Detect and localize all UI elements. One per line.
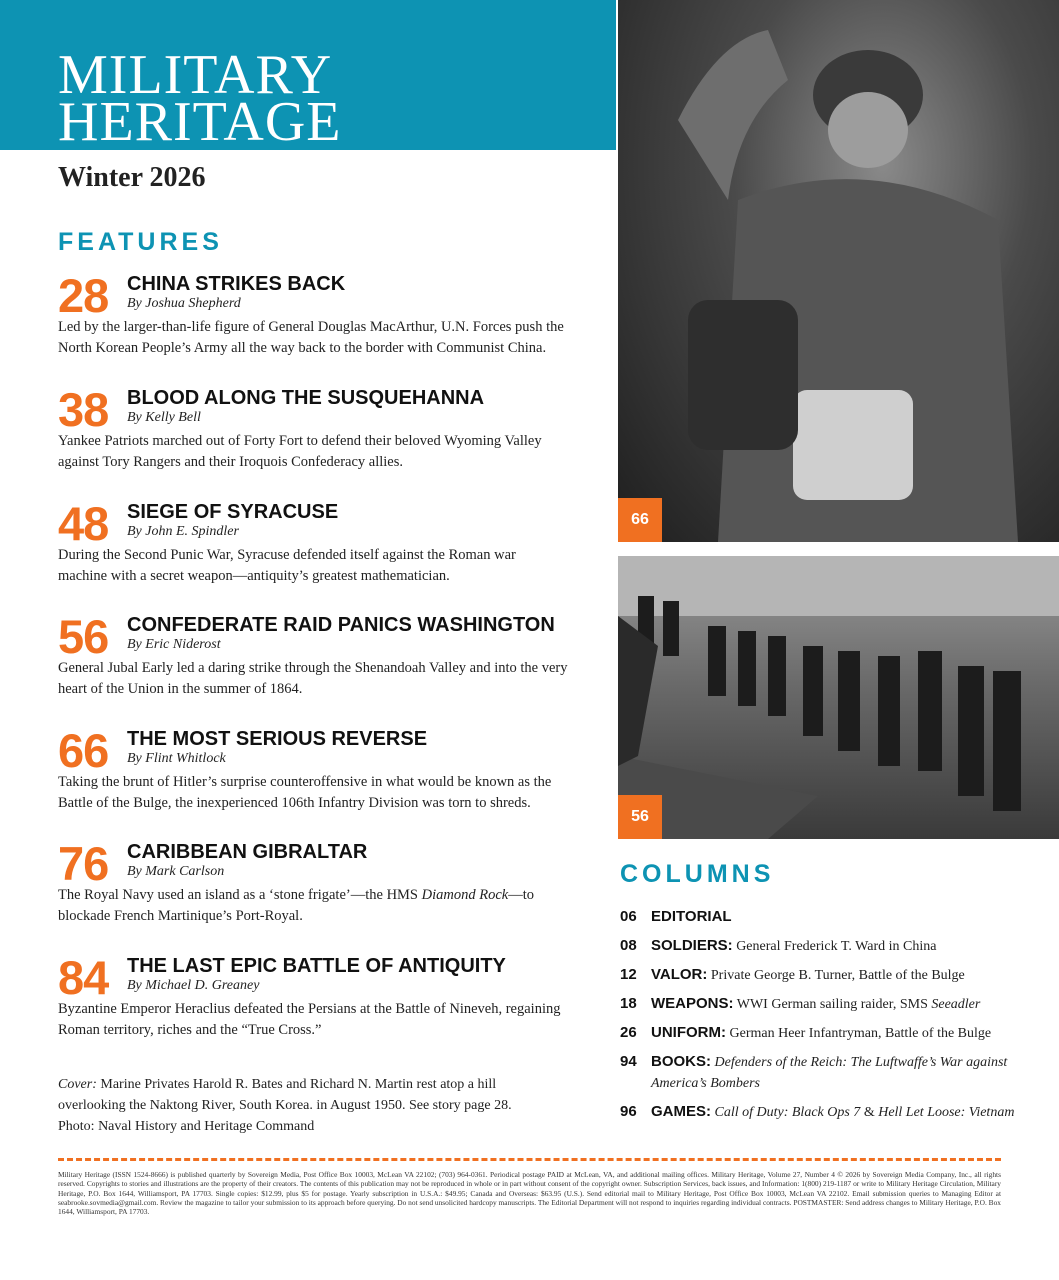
feature-byline: By John E. Spindler xyxy=(127,524,239,539)
feature-byline: By Eric Niderost xyxy=(127,637,221,652)
page-badge: 56 xyxy=(618,795,662,839)
feature-title[interactable]: BLOOD ALONG THE SUSQUEHANNA xyxy=(127,387,485,409)
column-item[interactable]: 96 GAMES: Call of Duty: Black Ops 7 & Hell Let Loose: Vietnam xyxy=(620,1103,1015,1120)
feature-title[interactable]: CONFEDERATE RAID PANICS WASHINGTON xyxy=(127,614,555,636)
features-heading: FEATURES xyxy=(58,228,223,256)
title-line-2: HERITAGE xyxy=(58,91,342,153)
feature-page-number: 38 xyxy=(58,383,109,436)
feature-byline: By Kelly Bell xyxy=(127,410,201,425)
column-item[interactable]: 06 EDITORIAL xyxy=(620,908,732,925)
feature-description: Byzantine Emperor Heraclius defeated the Persians at the Battle of Nineveh, regaining Roman territory, riches and the “True Cross.” xyxy=(58,1001,561,1038)
feature-page-number: 48 xyxy=(58,497,109,550)
feature-page-number: 84 xyxy=(58,951,109,1004)
feature-title[interactable]: CHINA STRIKES BACK xyxy=(127,273,346,295)
feature-byline: By Joshua Shepherd xyxy=(127,296,241,311)
feature-byline: By Michael D. Greaney xyxy=(127,978,260,993)
columns-heading: COLUMNS xyxy=(620,860,775,888)
feature-description: Led by the larger-than-life figure of General Douglas MacArthur, U.N. Forces push the North Korean People’s Army all the way back to the border with Communist China. xyxy=(58,319,564,356)
feature-page-number: 66 xyxy=(58,724,109,777)
feature-page-number: 76 xyxy=(58,837,109,890)
columns-list xyxy=(620,906,1040,1130)
feature-page-number: 28 xyxy=(58,269,109,322)
feature-page-number: 56 xyxy=(58,610,109,663)
feature-description: The Royal Navy used an island as a ‘stone frigate’—the HMS Diamond Rock—to blockade French Martinique’s Port-Royal. xyxy=(58,887,534,924)
soldier-photo[interactable] xyxy=(618,0,1059,542)
feature-description: During the Second Punic War, Syracuse defended itself against the Roman war machine with a secret weapon—antiquity’s greatest mathematician. xyxy=(58,547,516,584)
column-item[interactable]: 08 SOLDIERS: General Frederick T. Ward in China xyxy=(620,937,937,954)
feature-title[interactable]: SIEGE OF SYRACUSE xyxy=(127,501,339,523)
feature-byline: By Flint Whitlock xyxy=(127,751,226,766)
feature-title[interactable]: CARIBBEAN GIBRALTAR xyxy=(127,841,368,863)
magazine-title xyxy=(58,44,342,153)
page-badge: 66 xyxy=(618,498,662,542)
soldier-photo-art xyxy=(618,0,1059,542)
feature-byline: By Mark Carlson xyxy=(127,864,225,879)
issue-date: Winter 2026 xyxy=(58,162,206,193)
troops-photo-art xyxy=(618,556,1059,839)
feature-description: Taking the brunt of Hitler’s surprise counteroffensive in what would be known as the Battle of the Bulge, the inexperienced 106th Infantry Division was torn to shreds. xyxy=(58,774,552,811)
feature-title[interactable]: THE LAST EPIC BATTLE OF ANTIQUITY xyxy=(127,955,506,977)
publication-fineprint: Military Heritage (ISSN 1524-8666) is published quarterly by Sovereign Media, Post Office Box 10003, McLean VA 22102; (703) 964-0361. Periodical postage PAID at McLean, VA, and additional mailing offices. Military Heritage, Volume 27, Number 4 © 2026 by Sovereign Media Company, Inc., all rights reserved. Copyrights to stories and illustrations are the property of their creators. The contents of this publication may not be reproduced in whole or in part without consent of the copyright owner. Subscription Services, back issues, and Information: 1(800) 219-1187 or write to Military Heritage Circulation, Military Heritage, P.O. Box 1644, Williamsport, PA 17703. Single copies: $12.99, plus $5 for postage. Yearly subscription in U.S.A.: $49.95; Canada and Overseas: $63.95 (U.S.). Send editorial mail to Military Heritage, Post Office Box 10003, McLean VA 22102. Email submission queries to Managing Editor at seabrooke.sovmedia@gmail.com. Review the magazine to tailor your submission to its approach before querying. Do not send unsolicited hardcopy manuscripts. The Editorial Department will not respond to inquiries regarding individual contracts. POSTMASTER: Send address changes to Military Heritage, P.O. Box 1644, Williamsport, PA 17703. xyxy=(58,1170,1001,1217)
feature-description: General Jubal Early led a daring strike through the Shenandoah Valley and into the very heart of the Union in the summer of 1864. xyxy=(58,660,568,697)
troops-photo[interactable] xyxy=(618,556,1059,839)
column-item[interactable]: 94 BOOKS: Defenders of the Reich: The Luftwaffe’s War against America’s Bombers xyxy=(620,1053,1008,1091)
column-item[interactable]: 26 UNIFORM: German Heer Infantryman, Battle of the Bulge xyxy=(620,1024,992,1041)
divider xyxy=(58,1158,1001,1161)
column-item[interactable]: 18 WEAPONS: WWI German sailing raider, SMS Seeadler xyxy=(620,995,981,1012)
feature-description: Yankee Patriots marched out of Forty Fort to defend their beloved Wyoming Valley against Tory Rangers and their Iroquois Confederacy allies. xyxy=(58,433,542,470)
column-item[interactable]: 12 VALOR: Private George B. Turner, Battle of the Bulge xyxy=(620,966,965,983)
feature-title[interactable]: THE MOST SERIOUS REVERSE xyxy=(127,728,428,750)
cover-caption: Cover: Marine Privates Harold R. Bates and Richard N. Martin rest atop a hill overlooking the Naktong River, South Korea. in August 1950. See story page 28. Photo: Naval History and Heritage Command xyxy=(58,1077,512,1134)
title-line-1: MILITARY xyxy=(58,44,333,106)
